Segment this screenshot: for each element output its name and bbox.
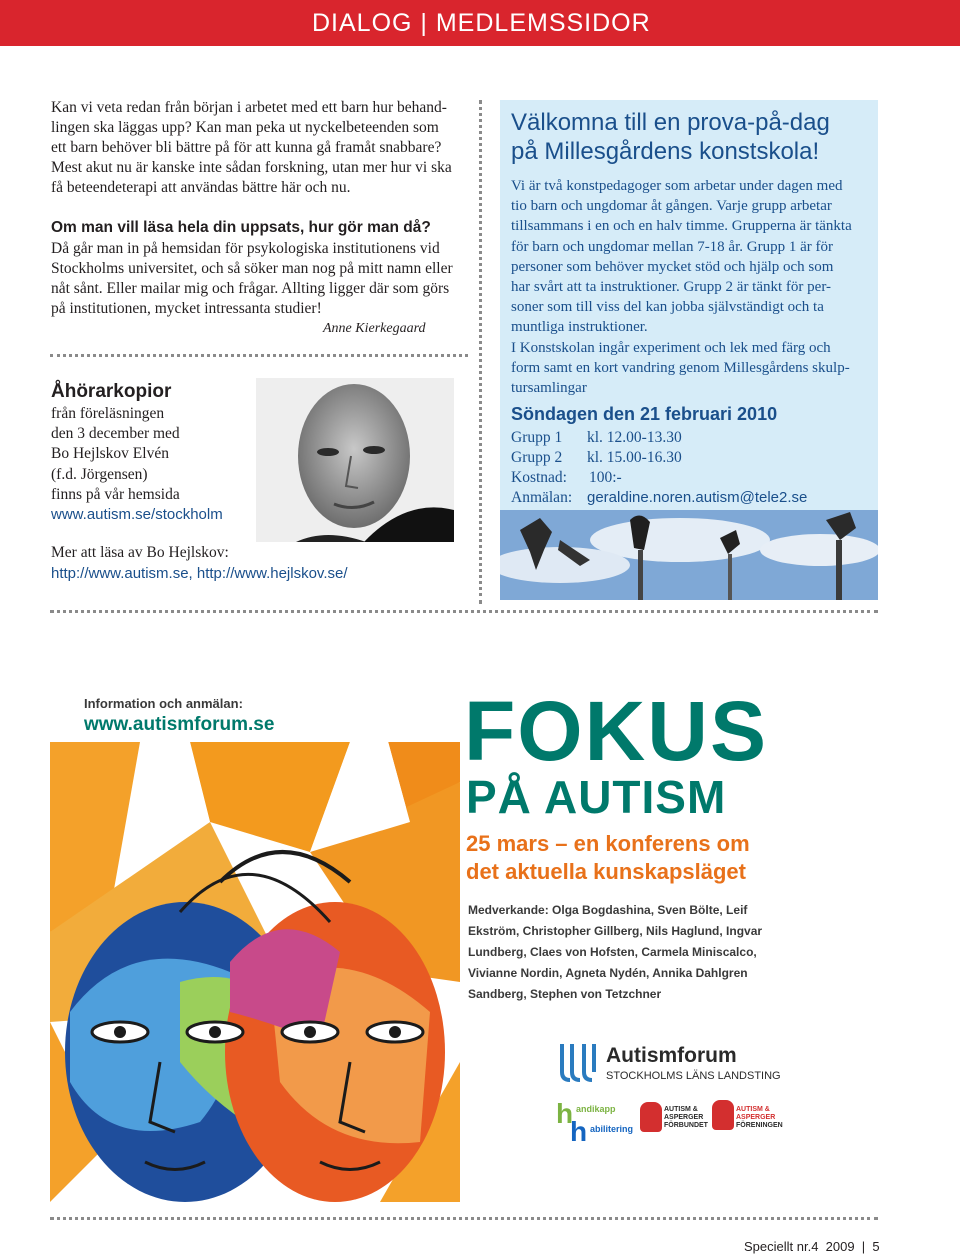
text-line: Stockholms universitet, och så söker man nog på mitt namn eller [51,260,453,277]
red-figure-icon [640,1102,662,1132]
text-line: Bo Hejlskov Elvén [51,445,169,463]
schedule-row [511,488,807,508]
schedule-list [511,428,807,508]
schedule-row [511,428,807,448]
copies-text [51,404,223,525]
text-line: I Konstskolan ingår experiment och lek med färg och [511,339,831,356]
text-line: form samt en kort vandring genom Millesgårdens skulp- [511,359,850,376]
logo-letter-h: h [556,1098,574,1129]
text-line: soner som till viss del kan jobba självständigt och ta [511,299,824,316]
text-line: få beteendeterapi att användas bättre här och nu. [51,179,351,196]
text-line: personer som behöver mycket stöd och hjälp och som [511,258,834,275]
text-line: den 3 december med [51,425,180,443]
text-line: på institutionen, mycket intressanta studier! [51,300,322,317]
ad-info-label: Information och anmälan: [84,696,243,711]
more-reading-label: Mer att läsa av Bo Hejlskov: [51,544,229,561]
text-line: Medverkande: Olga Bogdashina, Sven Bölte, Leif [468,903,748,917]
text-line: tio barn och ungdomar åt gången. Varje grupp arbetar [511,198,832,215]
text-line: Kan vi veta redan från början i arbetet med ett barn hur behand- [51,99,447,116]
signup-email[interactable]: geraldine.noren.autism@tele2.se [587,489,808,506]
box-title [511,108,830,166]
ad-title-fokus: FOKUS [464,684,768,778]
box-title-line: på Millesgårdens konstskola! [511,138,820,165]
text-line: Ekström, Christopher Gillberg, Nils Haglund, Ingvar [468,924,763,938]
column-divider [479,100,482,604]
schedule-label: Kostnad: [511,469,567,486]
footer-divider [50,1217,878,1220]
text-line: Då går man in på hemsidan för psykologiska institutionens vid [51,240,440,257]
habilitering-text-b: abilitering [590,1124,634,1134]
sculpture-photo [500,510,878,600]
art-school-box [500,100,878,600]
event-date: Söndagen den 21 februari 2010 [511,404,778,424]
text-line: tursamlingar [511,380,587,397]
habilitering-logo [556,1098,634,1147]
habilitering-text-a: andikapp [576,1104,616,1114]
text-line: (f.d. Jörgensen) [51,465,148,483]
box-title-line: Välkomna till en prova-på-dag [511,109,830,136]
section-divider [50,610,878,613]
portrait-photo [256,378,454,542]
text-line: nåt sånt. Eller mailar mig och frågar. Allting ligger där som görs [51,280,450,297]
text-line: finns på vår hemsida [51,485,180,503]
text-line: tillsammans i en och en halv timme. Grupperna är tänkta [511,218,852,235]
copies-link[interactable]: www.autism.se/stockholm [51,506,223,524]
logo2-line: FÖRBUNDET [664,1122,708,1129]
red-figure-icon [712,1100,734,1130]
text-line: lingen ska läggas upp? Kan man peka ut nyckelbeteenden som [51,119,439,136]
schedule-value: 100:- [589,469,622,486]
ad-info-url[interactable]: www.autismforum.se [84,714,275,735]
logo3-line: ASPERGER [736,1114,776,1121]
text-line: från föreläsningen [51,405,165,422]
divider [50,354,468,357]
logo3-line: AUTISM & [736,1106,770,1113]
section-title: DIALOG | MEDLEMSSIDOR [312,9,651,37]
text-line: Vi är två konstpedagoger som arbetar under dagen med [511,178,843,194]
logo2-line: ASPERGER [664,1114,704,1121]
autismforum-logo-icon [558,1044,602,1084]
text-line: har svårt att ta instruktioner. Grupp 2 är tänkt för per- [511,279,832,296]
schedule-row [511,448,807,468]
autism-asperger-foreningen-logo [712,1100,784,1144]
ad-subtitle-line: det aktuella kunskapsläget [466,859,746,884]
text-line: för barn och ungdomar mellan 7-18 år. Grupp 1 är för [511,238,833,255]
schedule-row [511,468,807,488]
logo3-text [736,1106,783,1130]
text-line: Sandberg, Stephen von Tetzchner [468,987,662,1001]
text-line: muntliga instruktioner. [511,319,648,336]
box-body [511,176,873,398]
text-line: ett barn behöver bli bättre på för att kunna gå framåt snabbare? [51,139,442,156]
text-line: Vivianne Nordin, Agneta Nydén, Annika Dahlgren [468,966,748,980]
schedule-value: kl. 12.00-13.30 [587,429,682,446]
logo2-line: AUTISM & [664,1106,698,1113]
conference-ad [50,682,880,1202]
interview-intro [51,98,471,198]
interview-answer [51,239,471,319]
schedule-label: Grupp 1 [511,429,563,446]
logo-letter-h2: h [570,1116,588,1147]
copies-title: Åhörarkopior [51,381,172,402]
more-reading-links[interactable]: http://www.autism.se, http://www.hejlskov.se/ [51,565,348,582]
ad-title-autism: PÅ AUTISM [466,771,727,823]
text-line: Lundberg, Claes von Hofsten, Carmela Miniscalco, [468,945,757,959]
ad-subtitle-line: 25 mars – en konferens om [466,831,750,856]
section-header [0,0,960,46]
autism-asperger-forbundet-logo [640,1102,710,1146]
autismforum-name: Autismforum [606,1044,737,1067]
interview-question: Om man vill läsa hela din uppsats, hur gör man då? [51,219,431,236]
autismforum-sub: STOCKHOLMS LÄNS LANDSTING [606,1070,781,1082]
ad-subtitle [466,830,750,886]
signup-label: Anmälan: [511,489,573,506]
page-footer: Speciellt nr.4 2009 | 5 [744,1239,880,1254]
logo2-text [664,1106,708,1130]
schedule-value: kl. 15.00-16.30 [587,449,682,466]
ad-speakers [468,900,762,1005]
author-signature: Anne Kierkegaard [323,321,426,336]
schedule-label: Grupp 2 [511,449,563,466]
logo3-line: FÖRENINGEN [736,1122,783,1129]
text-line: Mest akut nu är kanske inte sådan forskning, utan mer hur vi ska [51,159,452,176]
